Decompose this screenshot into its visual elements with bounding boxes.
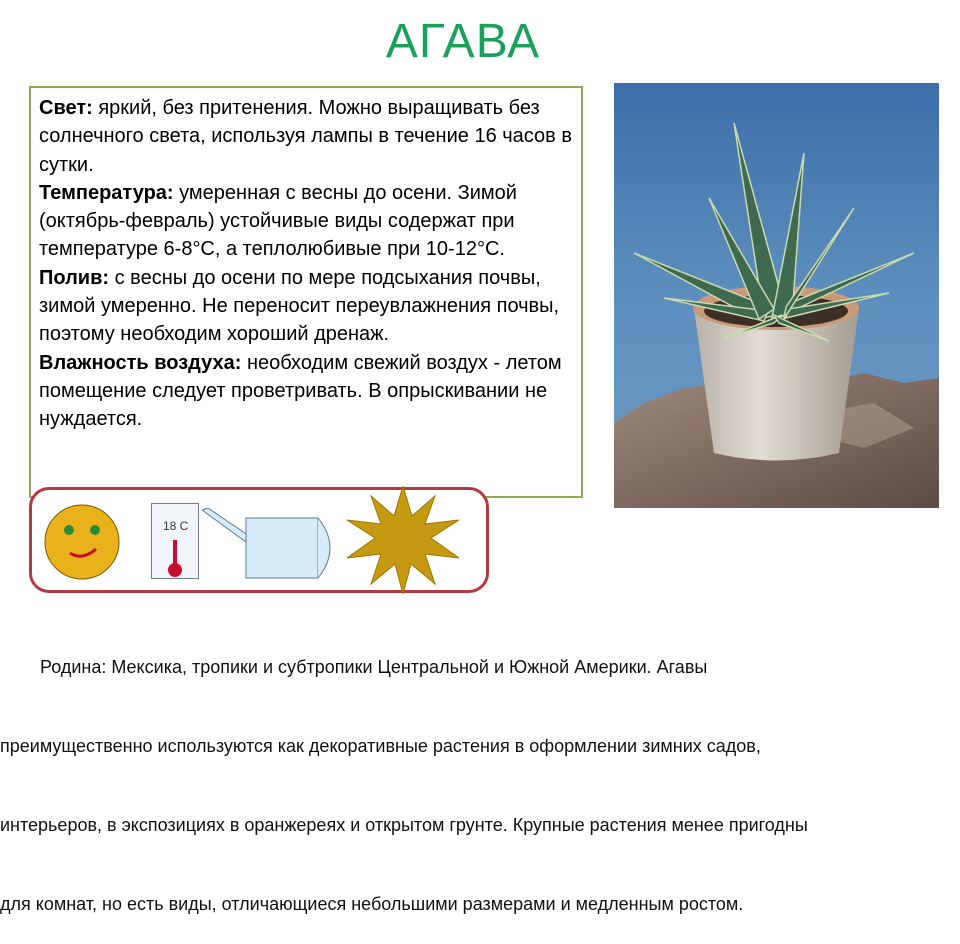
watering-can-icon — [202, 508, 342, 580]
temperature-text: умеренная с весны до осени. Зимой (октябрь-февраль) устойчивые виды содержат при температуре 6-8°C, а теплолюбивые при 10-12°C. — [39, 181, 517, 261]
agave-photo — [614, 83, 939, 508]
humidity-paragraph — [39, 349, 575, 434]
thermometer-icon — [151, 503, 199, 579]
light-label: Свет: — [39, 97, 93, 119]
care-icons-panel — [29, 487, 489, 593]
watering-text: с весны до осени по мере подсыхания почвы, зимой умеренно. Не переносит переувлажнения почвы, поэтому необходим хороший дренаж. — [39, 266, 560, 346]
temperature-label: Температура: — [39, 181, 174, 204]
humidity-text: необходим свежий воздух - летом помещение следует проветривать. В опрыскивании не нуждается. — [39, 351, 562, 431]
origin-paragraph — [0, 601, 960, 944]
watering-label: Полив: — [39, 266, 110, 289]
light-paragraph — [39, 94, 575, 179]
page-title: АГАВА — [385, 15, 541, 68]
origin-line: преимущественно используются как декоративные растения в оформлении зимних садов, — [0, 736, 761, 757]
humidity-label: Влажность воздуха: — [39, 351, 242, 374]
care-info-box — [29, 86, 583, 498]
origin-line: Родина: Мексика, тропики и субтропики Центральной и Южной Америки. Агавы — [0, 656, 708, 677]
watering-paragraph — [39, 264, 575, 349]
thermometer-label: 18 C — [163, 519, 189, 533]
origin-line: для комнат, но есть виды, отличающиеся небольшими размерами и медленным ростом. — [0, 894, 744, 915]
temperature-paragraph — [39, 179, 575, 264]
light-text: яркий, без притенения. Можно выращивать без солнечного света, используя лампы в течение 16 часов в сутки. — [39, 97, 572, 176]
smiley-light-icon — [42, 503, 122, 581]
sun-icon — [345, 486, 461, 594]
origin-line: интерьеров, в экспозициях в оранжереях и открытом грунте. Крупные растения менее пригодны — [0, 815, 808, 836]
